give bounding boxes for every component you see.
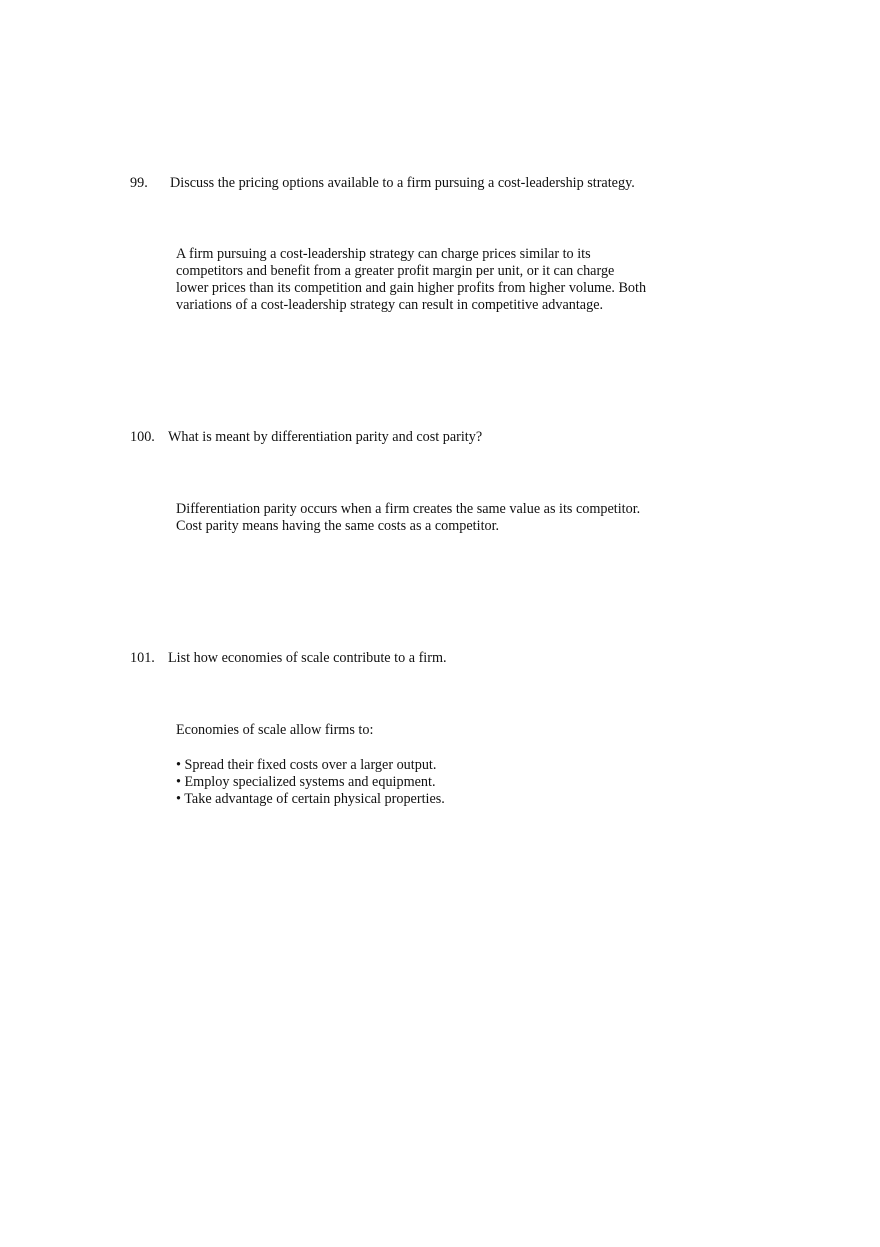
answer-line: Cost parity means having the same costs as a competitor.	[176, 518, 500, 534]
bullet-item: • Take advantage of certain physical properties.	[176, 791, 445, 807]
bullet-item: • Employ specialized systems and equipment.	[176, 774, 436, 790]
question-number: 99.	[130, 175, 148, 191]
question-text: What is meant by differentiation parity and cost parity?	[168, 429, 483, 445]
bullet-item: • Spread their fixed costs over a larger output.	[176, 757, 437, 773]
answer-line: competitors and benefit from a greater profit margin per unit, or it can charge	[176, 263, 615, 279]
answer-intro: Economies of scale allow firms to:	[176, 722, 374, 738]
question-text: Discuss the pricing options available to a firm pursuing a cost-leadership strategy.	[170, 175, 635, 191]
question-number: 101.	[130, 650, 155, 666]
answer-line: Differentiation parity occurs when a firm creates the same value as its competitor.	[176, 501, 641, 517]
question-number: 100.	[130, 429, 155, 445]
question-text: List how economies of scale contribute to a firm.	[168, 650, 447, 666]
answer	[176, 501, 640, 535]
answer	[176, 246, 646, 314]
answer-line: variations of a cost-leadership strategy can result in competitive advantage.	[176, 297, 604, 313]
answer-line: A firm pursuing a cost-leadership strategy can charge prices similar to its	[176, 246, 591, 262]
bullet-list	[176, 757, 445, 808]
answer-line: lower prices than its competition and gain higher profits from higher volume. Both	[176, 280, 647, 296]
